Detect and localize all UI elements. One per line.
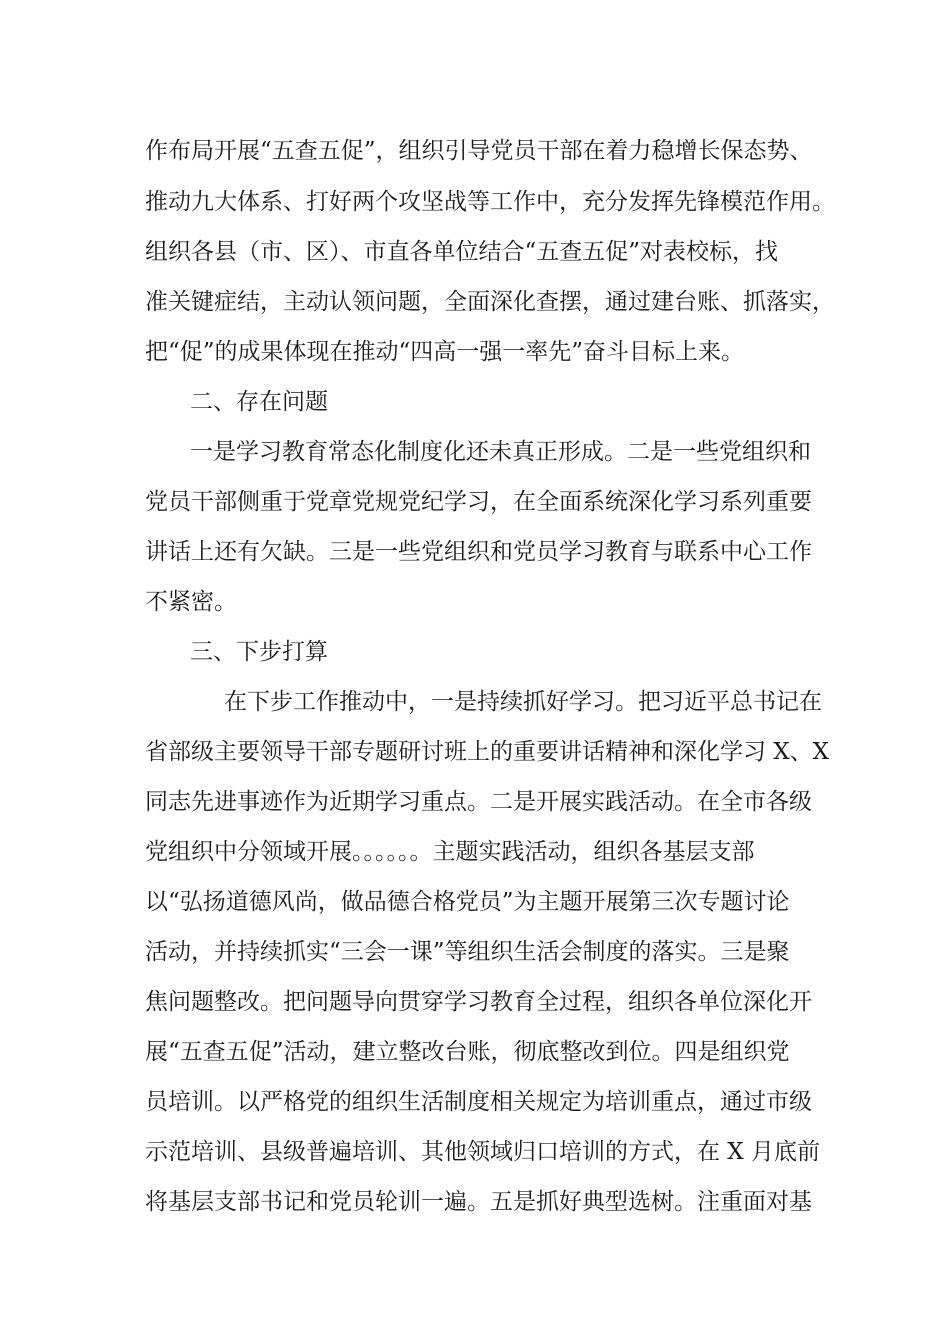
paragraph-line: 活动，并持续抓实“三会一课”等组织生活会制度的落实。三是聚 (145, 939, 790, 965)
paragraph-line: 一是学习教育常态化制度化还未真正形成。二是一些党组织和 (190, 439, 811, 465)
paragraph-line: 员培训。以严格党的组织生活制度相关规定为培训重点，通过市级 (145, 1089, 812, 1115)
paragraph-line: 在下步工作推动中，一是持续抓好学习。把习近平总书记在 (224, 689, 822, 715)
paragraph-line: 讲话上还有欠缺。三是一些党组织和党员学习教育与联系中心工作 (145, 539, 812, 565)
paragraph-line: 展“五查五促”活动，建立整改台账，彻底整改到位。四是组织党 (145, 1039, 790, 1065)
section-heading-next-steps: 三、下步打算 (190, 639, 328, 665)
paragraph-line: 示范培训、县级普遍培训、其他领域归口培训的方式，在 X 月底前 (145, 1139, 820, 1165)
paragraph-line: 把“促”的成果体现在推动“四高一强一率先”奋斗目标上来。 (145, 339, 745, 365)
paragraph-line: 作布局开展“五查五促”，组织引导党员干部在着力稳增长保态势、 (145, 138, 813, 164)
paragraph-line: 党员干部侧重于党章党规党纪学习，在全面系统深化学习系列重要 (145, 489, 812, 515)
paragraph-line: 不紧密。 (145, 589, 237, 615)
paragraph-line: 将基层支部书记和党员轮训一遍。五是抓好典型选树。注重面对基 (145, 1189, 812, 1215)
paragraph-line: 组织各县（市、区）、市直各单位结合“五查五促”对表校标，找 (145, 239, 779, 265)
paragraph-line: 以“弘扬道德风尚，做品德合格党员”为主题开展第三次专题讨论 (145, 889, 790, 915)
paragraph-line: 焦问题整改。把问题导向贯穿学习教育全过程，组织各单位深化开 (145, 989, 812, 1015)
paragraph-line: 省部级主要领导干部专题研讨班上的重要讲话精神和深化学习 X、X (145, 739, 830, 765)
paragraph-line: 准关键症结，主动认领问题，全面深化查摆，通过建台账、抓落实， (145, 289, 835, 315)
paragraph-line: 党组织中分领域开展。。。。。。主题实践活动，组织各基层支部 (145, 839, 755, 865)
paragraph-line: 推动九大体系、打好两个攻坚战等工作中，充分发挥先锋模范作用。 (145, 189, 835, 215)
section-heading-problems: 二、存在问题 (190, 389, 328, 415)
paragraph-line: 同志先进事迹作为近期学习重点。二是开展实践活动。在全市各级 (145, 789, 812, 815)
